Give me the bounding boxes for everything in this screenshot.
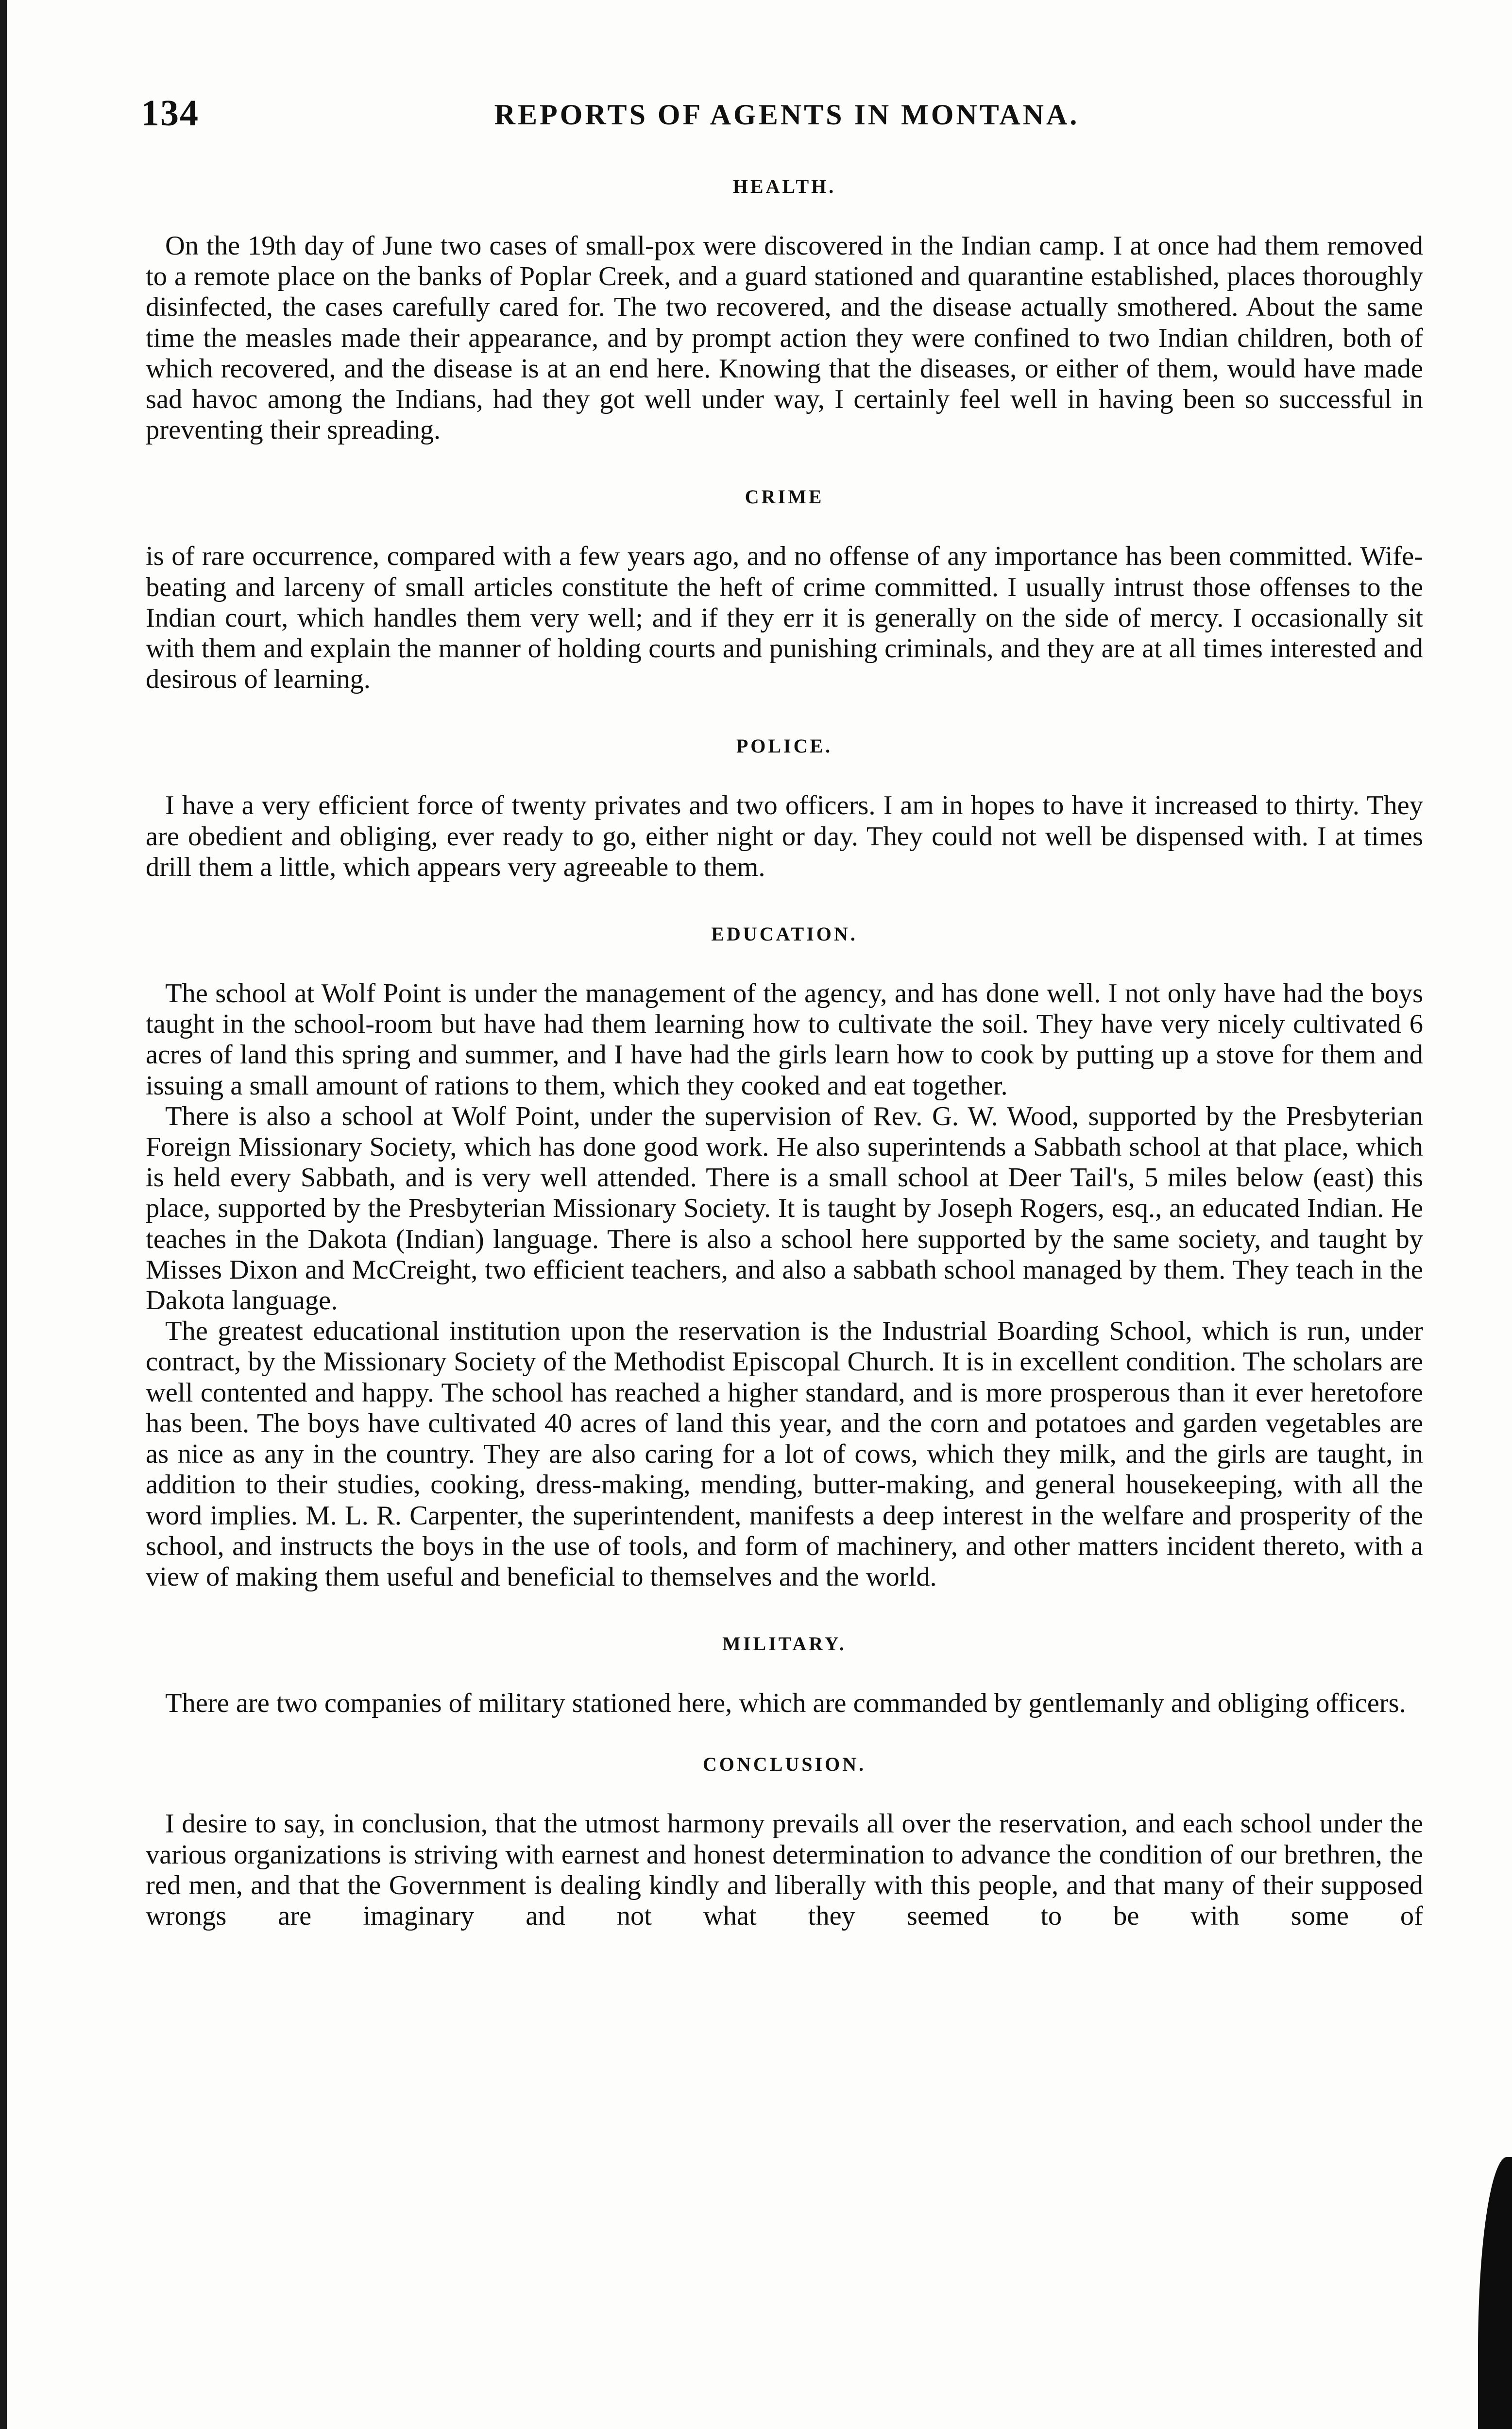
page-header <box>141 92 1433 146</box>
paragraph: I have a very efficient force of twenty privates and two officers. I am in hopes to have it increased to thirty. They are obedient and obliging, ever ready to go, either night or day. They could not well be dispensed with. I at times drill them a little, which appears very agreeable to them. <box>146 790 1423 882</box>
scan-corner-shadow <box>1478 2157 1512 2429</box>
section-title-education: EDUCATION. <box>711 923 858 945</box>
paragraph: There is also a school at Wolf Point, under the supervision of Rev. G. W. Wood, supported by the Presbyterian Foreign Missionary Society, which has done good work. He also superintends a Sabbath school at that place, which is held every Sabbath, and is very well attended. There is a small school at Deer Tail's, 5 miles below (east) this place, supported by the Presbyterian Missionary Society. It is taught by Joseph Rogers, esq., an educated Indian. He teaches in the Dakota (Indian) language. There is also a school here supported by the same society, and taught by Misses Dixon and McCreight, two efficient teachers, and also a sabbath school managed by them. They teach in the Dakota language. <box>146 1101 1423 1316</box>
paragraph: I desire to say, in conclusion, that the utmost harmony prevails all over the reservation, and each school under the various organizations is striving with earnest and honest determination to advance the condition of our brethren, the red men, and that the Government is dealing kindly and liberally with this people, and that many of their supposed wrongs are imaginary and not what they seemed to be with some of <box>146 1809 1423 1931</box>
section-title-conclusion: CONCLUSION. <box>702 1753 866 1776</box>
section-education <box>146 923 1423 1592</box>
scan-left-edge <box>0 0 7 2429</box>
section-title-health: HEALTH. <box>732 175 836 197</box>
section-title-crime: CRIME <box>745 486 824 508</box>
section-police <box>146 735 1423 883</box>
paragraph: On the 19th day of June two cases of small-pox were discovered in the Indian camp. I at once had them removed to a remote place on the banks of Poplar Creek, and a guard stationed and quarantine established, places thoroughly disinfected, the cases carefully cared for. The two recovered, and the disease actually smothered. About the same time the measles made their appearance, and by prompt action they were confined to two Indian children, both of which recovered, and the disease is at an end here. Knowing that the diseases, or either of them, would have made sad havoc among the Indians, had they got well under way, I certainly feel well in having been so successful in preventing their spreading. <box>146 231 1423 445</box>
paragraph: There are two companies of military stationed here, which are commanded by gentlemanly and obliging officers. <box>165 1688 1406 1719</box>
page-number: 134 <box>141 93 199 134</box>
section-crime <box>146 485 1423 695</box>
section-title-military: MILITARY. <box>722 1633 847 1655</box>
running-title: REPORTS OF AGENTS IN MONTANA. <box>494 99 1080 131</box>
paragraph: The greatest educational institution upon the reservation is the Industrial Boarding School, which is run, under contract, by the Missionary Society of the Methodist Episcopal Church. It is in excellent condition. The scholars are well contented and happy. The school has reached a higher standard, and is more prosperous than it ever heretofore has been. The boys have cultivated 40 acres of land this year, and the corn and potatoes and garden vegetables are as nice as any in the country. They are also caring for a lot of cows, which they milk, and the girls are taught, in addition to their studies, cooking, dress-making, mending, butter-making, and general housekeeping, with all the word implies. M. L. R. Carpenter, the superintendent, manifests a deep interest in the welfare and prosperity of the school, and instructs the boys in the use of tools, and form of machinery, and other matters incident thereto, with a view of making them useful and beneficial to themselves and the world. <box>146 1316 1423 1592</box>
section-title-police: POLICE. <box>736 735 833 757</box>
section-military <box>146 1632 1423 1719</box>
paragraph: The school at Wolf Point is under the management of the agency, and has done well. I not only have had the boys taught in the school-room but have had them learning how to cultivate the soil. They have very nicely cultivated 6 acres of land this spring and summer, and I have had the girls learn how to cook by putting up a stove for them and issuing a small amount of rations to them, which they cooked and eat together. <box>146 978 1423 1101</box>
paragraph: is of rare occurrence, compared with a few years ago, and no offense of any importance has been committed. Wife-beating and larceny of small articles constitute the heft of crime committed. I usually intrust those offenses to the Indian court, which handles them very well; and if they err it is generally on the side of mercy. I occasionally sit with them and explain the manner of holding courts and punishing criminals, and they are at all times interested and desirous of learning. <box>146 541 1423 695</box>
page-body <box>146 175 1423 1932</box>
section-conclusion <box>146 1753 1423 1932</box>
section-health <box>146 175 1423 445</box>
